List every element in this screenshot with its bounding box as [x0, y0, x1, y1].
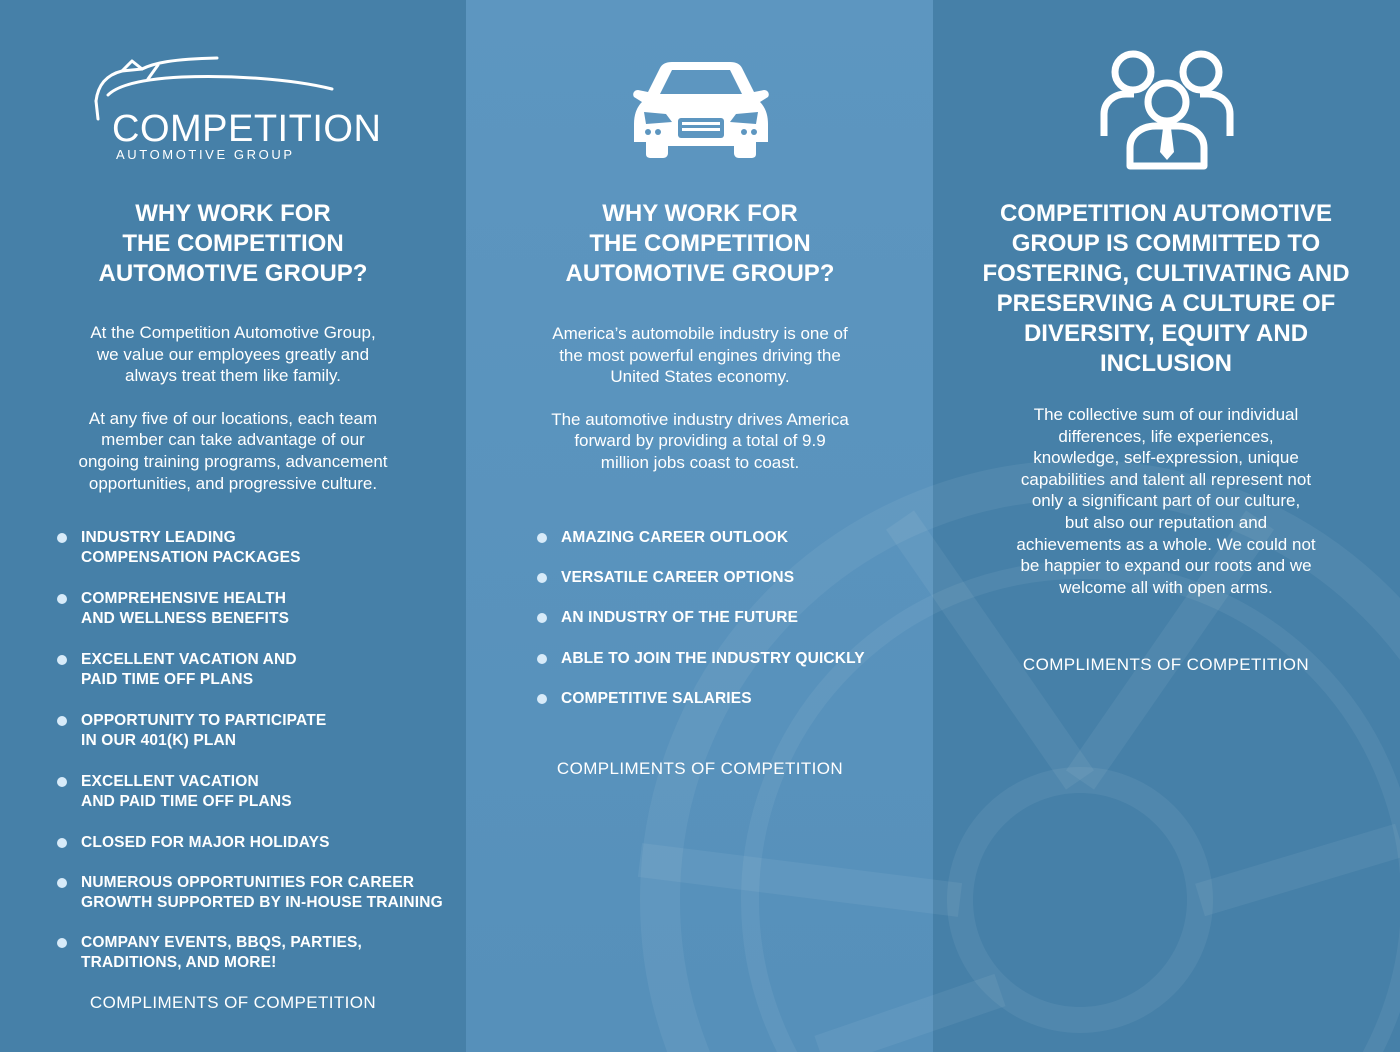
panel1-compliments: COMPLIMENTS OF COMPETITION	[89, 993, 377, 1012]
text-line: The collective sum of our individual	[1033, 405, 1299, 424]
panel3-heading	[956, 199, 1376, 379]
text-line: ABLE TO JOIN THE INDUSTRY QUICKLY	[561, 650, 865, 667]
text-line: IN OUR 401(K) PLAN	[81, 732, 237, 749]
list-item	[57, 833, 462, 853]
list-item	[537, 568, 927, 588]
text-line: differences, life experiences,	[1058, 426, 1274, 446]
text-line: the most powerful engines driving the	[559, 345, 841, 365]
text-line: NUMEROUS OPPORTUNITIES FOR CAREER	[81, 874, 415, 891]
bullet-icon	[537, 613, 547, 623]
bullet-icon	[57, 938, 67, 948]
text-line: forward by providing a total of 9.9	[574, 431, 826, 451]
logo-subtitle: AUTOMOTIVE GROUP	[116, 147, 295, 162]
text-line: VERSATILE CAREER OPTIONS	[561, 569, 795, 586]
bullet-icon	[57, 533, 67, 543]
list-item	[57, 711, 462, 751]
text-line: only a significant part of our culture,	[1031, 491, 1301, 511]
list-item	[57, 873, 462, 913]
text-line: welcome all with open arms.	[1059, 577, 1273, 597]
text-line: OPPORTUNITY TO PARTICIPATE	[81, 712, 327, 729]
list-item	[537, 528, 927, 548]
list-item	[537, 649, 927, 669]
list-item	[57, 589, 462, 629]
text-line: At any five of our locations, each team	[88, 408, 378, 428]
panel2-compliments: COMPLIMENTS OF COMPETITION	[556, 759, 844, 778]
company-logo	[92, 55, 382, 165]
paragraph	[33, 408, 433, 494]
text-line: INDUSTRY LEADING	[81, 529, 236, 546]
panel2-intro	[500, 323, 900, 495]
text-line: knowledge, self-expression, unique	[1033, 448, 1299, 468]
bullet-icon	[57, 878, 67, 888]
text-line: COMPREHENSIVE HEALTH	[81, 590, 287, 607]
text-line: AND PAID TIME OFF PLANS	[81, 793, 292, 810]
car-front-icon	[632, 62, 770, 158]
text-line: but also our reputation and	[1064, 512, 1268, 532]
list-item	[57, 772, 462, 812]
list-item	[537, 608, 927, 628]
text-line: EXCELLENT VACATION AND	[81, 651, 297, 668]
paragraph	[33, 322, 433, 387]
text-line: At the Competition Automotive Group,	[90, 323, 376, 342]
text-line: United States economy.	[610, 367, 790, 387]
heading-line: COMPETITION AUTOMOTIVE	[999, 200, 1332, 227]
heading-line: WHY WORK FOR	[602, 200, 798, 227]
panel1-intro	[33, 322, 433, 515]
text-line: PAID TIME OFF PLANS	[81, 671, 254, 688]
panel2-heading	[500, 199, 900, 289]
bullet-icon	[57, 838, 67, 848]
bullet-icon	[57, 594, 67, 604]
bullet-icon	[57, 655, 67, 665]
text-line: AN INDUSTRY OF THE FUTURE	[561, 609, 799, 626]
heading-line: THE COMPETITION	[122, 230, 344, 257]
text-line: AND WELLNESS BENEFITS	[81, 610, 290, 627]
heading-line: AUTOMOTIVE GROUP?	[565, 260, 835, 287]
list-item	[57, 933, 462, 973]
paragraph	[500, 323, 900, 388]
text-line: COMPANY EVENTS, BBQS, PARTIES,	[81, 934, 362, 951]
text-line: be happier to expand our roots and we	[1020, 556, 1312, 576]
paragraph	[966, 404, 1366, 598]
heading-line: INCLUSION	[1100, 350, 1232, 377]
bullet-icon	[537, 654, 547, 664]
list-item	[57, 650, 462, 690]
text-line: member can take advantage of our	[101, 430, 365, 450]
panel3-compliments: COMPLIMENTS OF COMPETITION	[1022, 655, 1310, 674]
text-line: opportunities, and progressive culture.	[88, 473, 378, 493]
panel2-career-list	[537, 528, 927, 709]
text-line: always treat them like family.	[124, 366, 342, 386]
text-line: COMPENSATION PACKAGES	[81, 549, 301, 566]
bullet-icon	[537, 533, 547, 543]
panel1-benefits-list	[57, 528, 462, 973]
text-line: TRADITIONS, AND MORE!	[81, 954, 277, 971]
people-group-icon	[1100, 48, 1234, 170]
heading-line: DIVERSITY, EQUITY AND	[1023, 320, 1309, 347]
text-line: GROWTH SUPPORTED BY IN-HOUSE TRAINING	[81, 894, 443, 911]
text-line: The automotive industry drives America	[551, 409, 849, 429]
bullet-icon	[57, 777, 67, 787]
text-line: America’s automobile industry is one of	[552, 324, 848, 343]
text-line: we value our employees greatly and	[96, 344, 370, 364]
text-line: COMPETITIVE SALARIES	[561, 690, 752, 707]
text-line: EXCELLENT VACATION	[81, 773, 259, 790]
heading-line: PRESERVING A CULTURE OF	[996, 290, 1336, 317]
heading-line: FOSTERING, CULTIVATING AND	[982, 260, 1350, 287]
panel3-body	[966, 404, 1366, 619]
heading-line: GROUP IS COMMITTED TO	[1011, 230, 1321, 257]
logo-wordmark: COMPETITION	[112, 108, 382, 150]
text-line: achievements as a whole. We could not	[1016, 534, 1316, 554]
heading-line: AUTOMOTIVE GROUP?	[98, 260, 368, 287]
text-line: capabilities and talent all represent not	[1020, 469, 1312, 489]
text-line: CLOSED FOR MAJOR HOLIDAYS	[81, 834, 330, 851]
heading-line: WHY WORK FOR	[135, 200, 331, 227]
list-item	[57, 528, 462, 568]
list-item	[537, 689, 927, 709]
bullet-icon	[57, 716, 67, 726]
bullet-icon	[537, 694, 547, 704]
text-line: AMAZING CAREER OUTLOOK	[561, 529, 789, 546]
text-line: ongoing training programs, advancement	[78, 451, 388, 471]
bullet-icon	[537, 573, 547, 583]
panel1-heading	[33, 199, 433, 289]
paragraph	[500, 409, 900, 474]
text-line: million jobs coast to coast.	[600, 452, 800, 472]
heading-line: THE COMPETITION	[589, 230, 811, 257]
